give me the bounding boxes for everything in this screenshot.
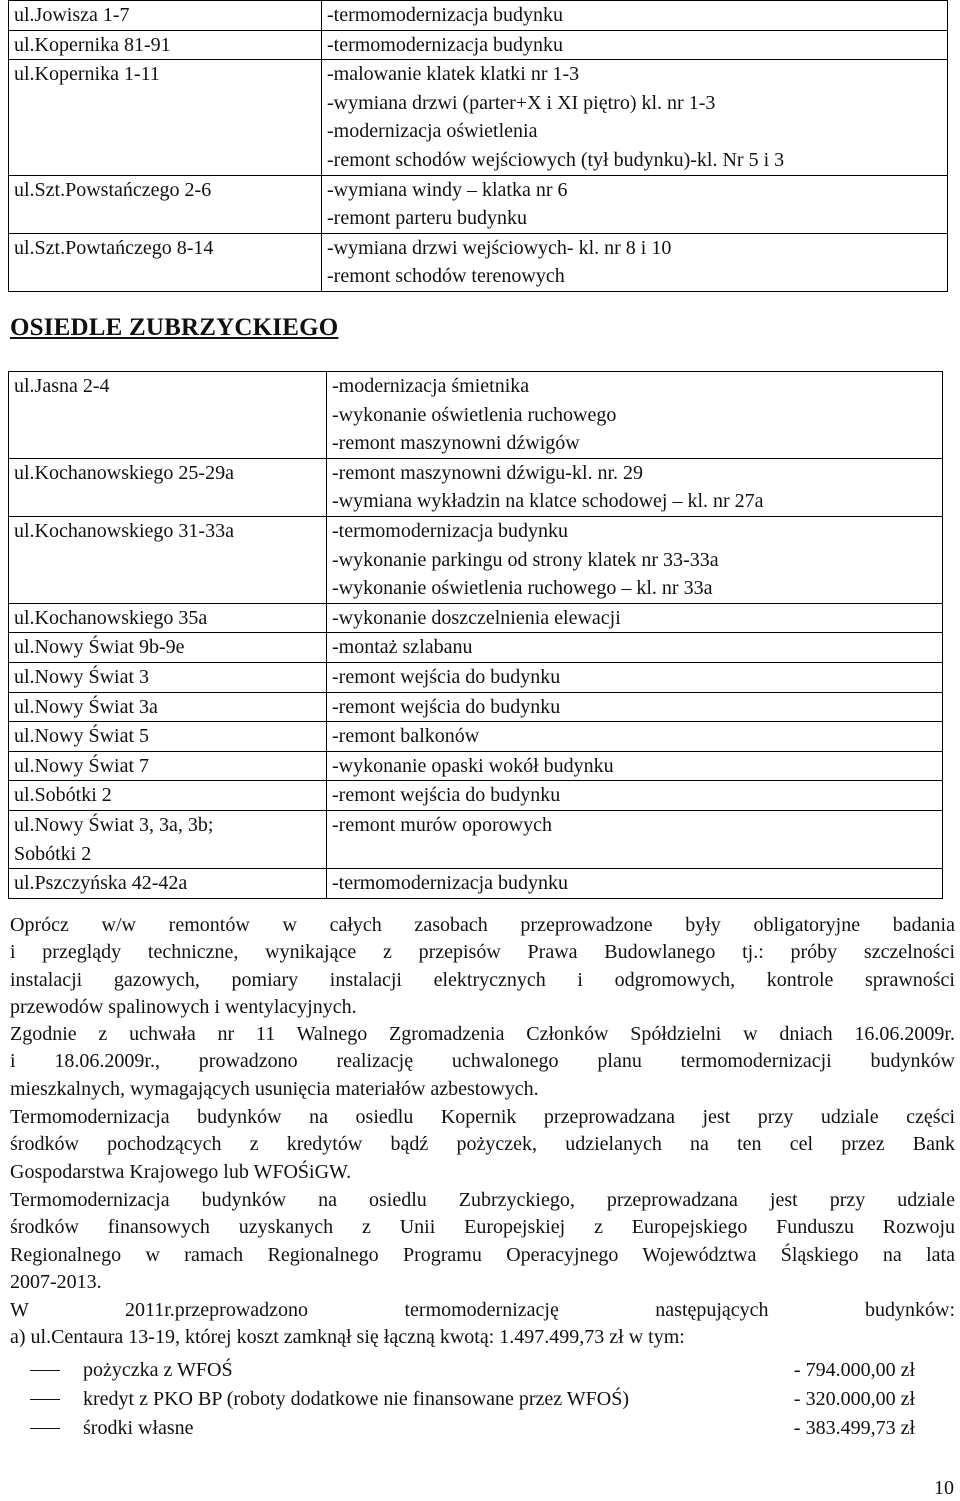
works-cell <box>322 30 948 60</box>
address-line: ul.Sobótki 2 <box>14 784 112 807</box>
page-number: 10 <box>934 1477 954 1499</box>
list-item <box>30 1385 915 1414</box>
table-row <box>9 175 948 233</box>
address-line: ul.Nowy Świat 7 <box>14 754 149 777</box>
text-line: przewodów spalinowych i wentylacyjnych. <box>10 996 357 1019</box>
address-cell <box>9 60 322 175</box>
works-cell <box>327 603 943 633</box>
work-item: -wykonanie parkingu od strony klatek nr 33-33a <box>332 548 719 571</box>
work-item: -wymiana drzwi (parter+X i XI piętro) kl. nr 1-3 <box>327 91 716 114</box>
work-item: -wykonanie doszczelnienia elewacji <box>332 606 621 629</box>
text-line: mieszkalnych, wymagających usunięcia materiałów azbestowych. <box>10 1077 539 1100</box>
kopernik-works-table <box>8 0 948 292</box>
works-cell <box>327 372 943 459</box>
funding-source: kredyt z PKO BP (roboty dodatkowe nie finansowane przez WFOŚ) <box>83 1388 629 1410</box>
funding-amount: - 794.000,00 zł <box>793 1359 915 1381</box>
address-cell <box>9 603 327 633</box>
address-line: ul.Kopernika 81-91 <box>14 33 171 56</box>
address-line: ul.Pszczyńska 42-42a <box>14 872 188 895</box>
address-line: ul.Szt.Powstańczego 2-6 <box>14 178 212 201</box>
address-line: ul.Nowy Świat 3a <box>14 695 158 718</box>
works-cell <box>327 810 943 868</box>
paragraph <box>10 1297 955 1352</box>
works-cell <box>327 692 943 722</box>
work-item: -remont schodów wejściowych (tył budynku)-kl. Nr 5 i 3 <box>327 148 785 171</box>
paragraph <box>10 1187 955 1297</box>
work-item: -wykonanie opaski wokół budynku <box>332 754 614 777</box>
funding-source: pożyczka z WFOŚ <box>83 1359 233 1381</box>
address-line: ul.Jowisza 1-7 <box>14 4 130 26</box>
work-item: -remont maszynowni dźwigów <box>332 432 580 455</box>
text-line: Termomodernizacja budynków na osiedlu Kopernik przeprowadzana jest przy udziale części <box>10 1106 955 1128</box>
work-item: -modernizacja oświetlenia <box>327 120 538 143</box>
section-heading: OSIEDLE ZUBRZYCKIEGO <box>10 314 339 341</box>
work-item: -wymiana drzwi wejściowych- kl. nr 8 i 10 <box>327 236 672 259</box>
work-item: -wymiana windy – klatka nr 6 <box>327 178 568 201</box>
text-line: a) ul.Centaura 13-19, której koszt zamknął się łączną kwotą: 1.497.499,73 zł w tym: <box>10 1326 685 1349</box>
text-line: Gospodarstwa Krajowego lub WFOŚiGW. <box>10 1160 352 1183</box>
table-row <box>9 233 948 291</box>
work-item: -wymiana wykładzin na klatce schodowej – kl. nr 27a <box>332 490 764 513</box>
address-cell <box>9 781 327 811</box>
work-item: -remont wejścia do budynku <box>332 665 561 688</box>
funding-amount: - 383.499,73 zł <box>793 1417 915 1439</box>
table-row <box>9 781 943 811</box>
paragraph <box>10 912 955 1022</box>
work-item: -remont parteru budynku <box>327 207 527 230</box>
address-cell <box>9 722 327 752</box>
address-cell <box>9 30 322 60</box>
works-cell <box>327 662 943 692</box>
address-cell <box>9 372 327 459</box>
work-item: -wykonanie oświetlenia ruchowego – kl. nr 33a <box>332 577 713 600</box>
address-line: ul.Kochanowskiego 31-33a <box>14 519 234 542</box>
table-row <box>9 516 943 603</box>
works-cell <box>327 751 943 781</box>
zubrzyckiego-works-table <box>8 371 943 899</box>
dash-bullet-icon <box>30 1370 60 1371</box>
table-row <box>9 60 948 175</box>
funding-amount: - 320.000,00 zł <box>793 1388 915 1410</box>
address-cell <box>9 692 327 722</box>
works-cell <box>327 458 943 516</box>
table-row <box>9 633 943 663</box>
text-line: instalacji gazowych, pomiary instalacji elektrycznych i odgromowych, kontrole sprawności <box>10 968 955 991</box>
work-item: -remont schodów terenowych <box>327 265 565 288</box>
cost-breakdown-list <box>30 1356 915 1443</box>
address-line: ul.Kopernika 1-11 <box>14 63 160 86</box>
table-row <box>9 372 943 459</box>
text-line: Regionalnego w ramach Regionalnego Programu Operacyjnego Województwa Śląskiego na lata <box>10 1243 955 1266</box>
address-line: ul.Nowy Świat 3 <box>14 665 149 688</box>
address-line: ul.Jasna 2-4 <box>14 375 110 397</box>
table-row <box>9 662 943 692</box>
table-row <box>9 810 943 868</box>
text-line: i 18.06.2009r., prowadzono realizację uchwalonego planu termomodernizacji budynków <box>10 1050 955 1073</box>
address-cell <box>9 810 327 868</box>
paragraph <box>10 1021 955 1103</box>
works-cell <box>322 233 948 291</box>
works-cell <box>327 722 943 752</box>
table-row <box>9 722 943 752</box>
works-cell <box>322 1 948 31</box>
address-line: ul.Nowy Świat 3, 3a, 3b; <box>14 813 214 836</box>
text-line: Oprócz w/w remontów w całych zasobach przeprowadzone były obligatoryjne badania <box>10 914 955 936</box>
address-line: ul.Nowy Świat 5 <box>14 725 149 748</box>
work-item: -wykonanie oświetlenia ruchowego <box>332 403 617 426</box>
address-line: ul.Nowy Świat 9b-9e <box>14 636 185 659</box>
works-cell <box>322 175 948 233</box>
address-line: ul.Szt.Powtańczego 8-14 <box>14 236 214 259</box>
work-item: -termomodernizacja budynku <box>327 33 564 56</box>
address-cell <box>9 458 327 516</box>
works-cell <box>327 781 943 811</box>
table-row <box>9 30 948 60</box>
text-line: W 2011r.przeprowadzono termomodernizację następujących budynków: <box>10 1299 955 1321</box>
table-row <box>9 458 943 516</box>
text-line: środków pochodzących z kredytów bądź pożyczek, udzielanych na ten cel przez Bank <box>10 1133 955 1156</box>
work-item: -termomodernizacja budynku <box>332 519 569 542</box>
works-cell <box>322 60 948 175</box>
work-item: -remont wejścia do budynku <box>332 784 561 807</box>
address-cell <box>9 175 322 233</box>
work-item: -remont maszynowni dźwigu-kl. nr. 29 <box>332 461 644 484</box>
work-item: -remont balkonów <box>332 725 480 748</box>
work-item: -termomodernizacja budynku <box>332 872 569 895</box>
work-item: -malowanie klatek klatki nr 1-3 <box>327 63 580 86</box>
table-row <box>9 751 943 781</box>
address-cell <box>9 516 327 603</box>
table-row <box>9 1 948 31</box>
table-row <box>9 869 943 899</box>
work-item: -montaż szlabanu <box>332 636 473 659</box>
address-cell <box>9 662 327 692</box>
address-cell <box>9 633 327 663</box>
list-item <box>30 1414 915 1443</box>
table-row <box>9 603 943 633</box>
address-line: ul.Kochanowskiego 25-29a <box>14 461 234 484</box>
address-cell <box>9 751 327 781</box>
funding-source: środki własne <box>83 1417 194 1439</box>
work-item: -remont wejścia do budynku <box>332 695 561 718</box>
text-line: środków finansowych uzyskanych z Unii Europejskiej z Europejskiego Funduszu Rozwoju <box>10 1216 955 1239</box>
paragraph <box>10 1104 955 1186</box>
address-cell <box>9 233 322 291</box>
dash-bullet-icon <box>30 1399 60 1400</box>
work-item: -remont murów oporowych <box>332 813 552 836</box>
list-item <box>30 1356 915 1385</box>
address-line: Sobótki 2 <box>14 842 92 865</box>
work-item: -termomodernizacja budynku <box>327 4 564 26</box>
works-cell <box>327 869 943 899</box>
text-line: i przeglądy techniczne, wynikające z przepisów Prawa Budowlanego tj.: próby szczelności <box>10 941 955 964</box>
text-line: Termomodernizacja budynków na osiedlu Zubrzyckiego, przeprowadzana jest przy udziale <box>10 1189 955 1211</box>
text-line: 2007-2013. <box>10 1271 102 1294</box>
address-cell <box>9 1 322 31</box>
works-cell <box>327 633 943 663</box>
dash-bullet-icon <box>30 1428 60 1429</box>
address-line: ul.Kochanowskiego 35a <box>14 606 208 629</box>
text-line: Zgodnie z uchwała nr 11 Walnego Zgromadzenia Członków Spółdzielni w dniach 16.06.2009r. <box>10 1023 955 1045</box>
works-cell <box>327 516 943 603</box>
address-cell <box>9 869 327 899</box>
work-item: -modernizacja śmietnika <box>332 375 530 397</box>
table-row <box>9 692 943 722</box>
